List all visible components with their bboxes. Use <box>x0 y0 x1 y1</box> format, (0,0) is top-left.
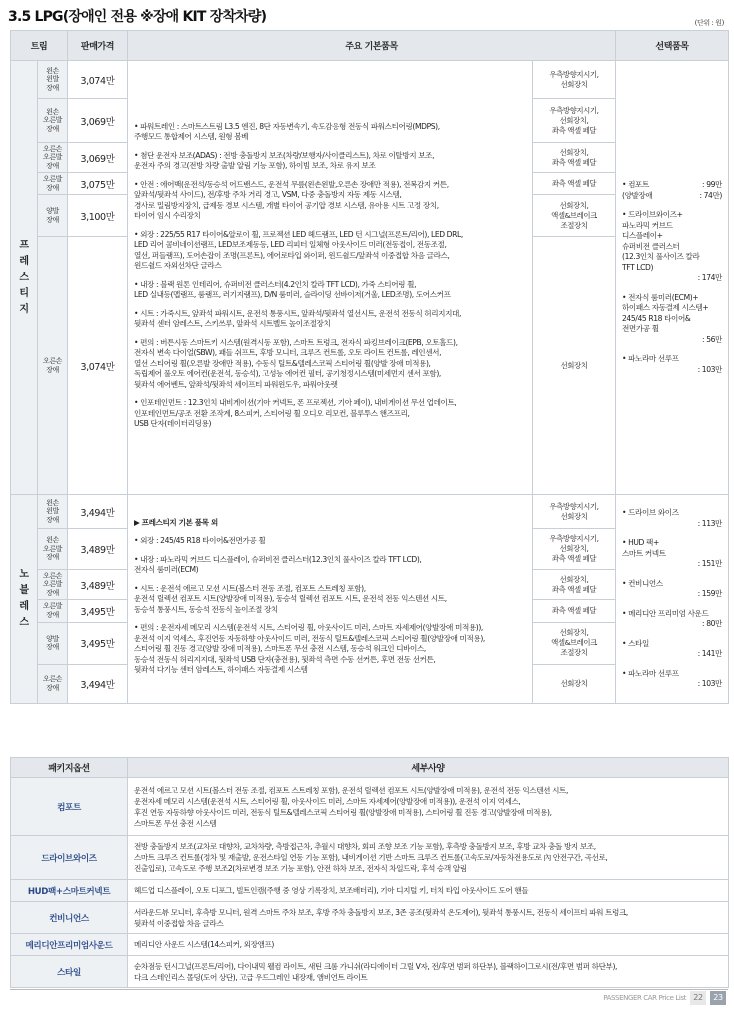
price-value: 3,495만 <box>68 622 128 665</box>
price-value: 3,494만 <box>68 495 128 529</box>
package-name: HUD팩+스마트커넥트 <box>11 880 128 902</box>
select-option-price: : 141만 <box>697 649 722 658</box>
footer <box>603 991 726 1005</box>
select-option-price: : 56만 <box>702 334 722 344</box>
default-option: 선회장치, 좌측 액셀 페달 <box>533 569 616 599</box>
package-detail: 서라운드뷰 모니터, 후측방 모니터, 원격 스마트 주차 보조, 후방 주차 충돌방지 보조, 3존 공조(뒷좌석 온도제어), 뒷좌석 통풍시트, 전동식 세이프티 파워 트렁크, 뒷좌석 이중접합 차음 글라스 <box>128 902 729 934</box>
prestige-select-options <box>616 61 729 495</box>
price-value: 3,495만 <box>68 600 128 622</box>
trim-label: 오른손 오른발 장애 <box>38 569 68 599</box>
trim-label: 양발 장애 <box>38 622 68 665</box>
default-option: 우측방향지시기, 선회장치 <box>533 61 616 99</box>
feature-item: • 안전 : 에어백(운전석/동승석 어드밴스드, 운전석 무릎(왼손왼발,오른손 장애만 적용), 전복감지 커튼, 앞좌석/뒷좌석 사이드), 전/후방 주차 거리 경고, VSM, 다중 충돌방지 자동 제동 시스템, 경사로 밀림방지장치, 급제동 경보 시스템, 개별 타이어 공기압 경보 시스템, 유아용 시트 고정 장치, 타이어 임시 수리장치 <box>134 179 449 220</box>
noblesse-row <box>11 495 729 529</box>
group-char: 노 <box>19 568 29 580</box>
prestige-group-label <box>11 61 38 495</box>
header-package-detail: 세부사양 <box>128 758 729 778</box>
select-option-name: • 컨비니언스 <box>622 578 663 588</box>
page-number-current: 23 <box>710 991 726 1005</box>
select-option-name: • 드라이브와이즈+ 파노라믹 커브드 디스플레이+ 슈퍼비전 클러스터 (12.3인치 풀사이즈 칼라 TFT LCD) <box>622 210 700 272</box>
price-value: 3,074만 <box>68 61 128 99</box>
select-option-name: • 컴포트 <box>622 180 649 189</box>
price-table <box>10 30 729 704</box>
package-row <box>11 880 729 902</box>
feature-item: • 편의 : 버튼시동 스마트키 시스템(원격시동 포함), 스마트 트렁크, 전자식 파킹브레이크(EPB, 오토홀드), 전자식 변속 다이얼(SBW), 패들 쉬프트, 후방 모니터, 크루즈 컨트롤, 오토 라이트 컨트롤, 레인센서, 열선 스티어링 휠(오른발 장애만 적용), 수동식 틸트&텔레스코픽 스티어링 휠(양발 장애 미적용), 독립제어 풀오토 에어컨(운전석, 동승석), 고성능 에어컨 필터, 공기청정시스템(미세먼지 센서 포함), 뒷좌석 에어벤트, 앞좌석/뒷좌석 세이프티 파워윈도우, 파워아웃렛 <box>134 337 458 389</box>
trim-label: 오른손 오른발 장애 <box>38 143 68 173</box>
trim-label: 오른손 장애 <box>38 237 68 495</box>
package-detail: 운전석 에르고 모션 시트(볼스터 전동 조절, 컴포트 스트레칭 포함), 운전석 릴렉션 컴포트 시트(양발장애 미적용), 운전석 전동 익스텐션 시트, 운전자세 메모리 시스템(운전석 시트, 스티어링 휠, 아웃사이드 미러, 스마트 자세제어(양발장애 미적용)), 운전석 이지 억세스, 후진 연동 자동하향 아웃사이드 미러, 전동식 틸트&텔레스코픽 스티어링 휠(양발장애 미적용), 스티어링 휠 진동 경고(양발장애 미적용), 스마트폰 무선 충전 시스템 <box>128 778 729 836</box>
feature-item: • 파워트레인 : 스마트스트림 L3.5 엔진, 8단 자동변속기, 속도감응형 전동식 파워스티어링(MDPS), 주행모드 통합제어 시스템, 원형 봄베 <box>134 121 440 141</box>
price-value: 3,489만 <box>68 569 128 599</box>
prestige-row <box>11 61 729 99</box>
header-package-name: 패키지옵션 <box>11 758 128 778</box>
group-char: 프 <box>19 239 29 251</box>
package-detail: 메리디안 사운드 시스템(14스피커, 외장앰프) <box>128 934 729 956</box>
feature-item: • 첨단 운전자 보조(ADAS) : 전방 충돌방지 보조(차량/보행자/사이클리스트), 차로 이탈방지 보조, 운전자 주의 경고(전방 차량 출발 알림 기능 포함), 하이빔 보조, 차로 유지 보조 <box>134 150 435 170</box>
trim-label: 오른손 장애 <box>38 665 68 703</box>
prestige-section <box>11 61 729 495</box>
group-char: 스 <box>19 271 29 283</box>
prestige-features <box>128 61 533 495</box>
trim-label: 왼손 오른발 장애 <box>38 529 68 569</box>
package-table <box>10 757 729 988</box>
features-heading: ▶ 프레스티지 기본 품목 외 <box>134 517 218 527</box>
select-option-item <box>622 639 722 660</box>
select-option-price: : 151만 <box>697 559 722 568</box>
feature-item: • 인포테인먼트 : 12.3인치 내비게이션(기아 커넥트, 폰 프로젝션, 기아 페이), 내비게이션 무선 업데이트, 인포테인먼트/공조 전환 조작계, 8스피커, 스티어링 휠 오디오 리모컨, 블루투스 핸즈프리, USB 단자(데이터리딩용) <box>134 398 457 428</box>
package-row <box>11 934 729 956</box>
package-row <box>11 956 729 988</box>
price-value: 3,069만 <box>68 143 128 173</box>
default-option: 우측방향지시기, 선회장치 <box>533 495 616 529</box>
package-name: 컨비니언스 <box>11 902 128 934</box>
select-option-price: : 113만 <box>697 518 722 528</box>
select-option-line <box>622 191 722 202</box>
select-option-line <box>622 180 722 191</box>
package-detail: 순차점등 턴시그널(프론트/리어), 다이내믹 웰컴 라이트, 새틴 크롬 가니쉬(라디에이터 그릴 V자, 전/후면 범퍼 하단부), 블랙하이그로시(전/후면 범퍼 하단부), 다크 스테인리스 몰딩(도어 상단), 고급 우드그레인 내장재, 앰비언트 라이트 <box>128 956 729 988</box>
group-char: 티 <box>19 287 29 299</box>
select-option-name: • 파노라마 선루프 <box>622 668 679 678</box>
select-option-item <box>622 538 722 570</box>
trim-label: 양발 장애 <box>38 195 68 237</box>
select-option-item <box>622 609 722 630</box>
noblesse-group-label <box>11 495 38 704</box>
group-char: 레 <box>19 600 29 612</box>
header-price: 판매가격 <box>68 31 128 61</box>
page-title: 3.5 LPG(장애인 전용 ※장애 KIT 장착차량) <box>8 9 267 25</box>
package-name: 메리디안프리미엄사운드 <box>11 934 128 956</box>
select-option-item <box>622 293 722 346</box>
price-value: 3,489만 <box>68 529 128 569</box>
package-row <box>11 836 729 880</box>
select-option-name: • HUD 팩+ 스마트 커넥트 <box>622 538 666 558</box>
header-main-features: 주요 기본품목 <box>128 31 616 61</box>
price-value: 3,100만 <box>68 195 128 237</box>
package-name: 스타일 <box>11 956 128 988</box>
feature-item: • 외장 : 225/55 R17 타이어&알로이 휠, 프로젝션 LED 헤드램프, LED 턴 시그널(프론트/리어), LED DRL, LED 리어 콤비네이션램프, LED보조제동등, LED 리피터 일체형 아웃사이드 미러(전동접이, 전동조절, 열선, 퍼들램프), 도어손잡이 조명(프론트), 에어로타입 와이퍼, 윈드쉴드/앞좌석 이중접합 차음 글라스, 윈드쉴드 자외선차단 글라스 <box>134 229 463 270</box>
select-option-item <box>622 579 722 600</box>
trim-label: 왼손 왼발 장애 <box>38 495 68 529</box>
select-option-price: : 103만 <box>697 364 722 374</box>
package-header-row <box>11 758 729 778</box>
package-row <box>11 778 729 836</box>
select-option-name: • 전자식 룸미러(ECM)+ 하이패스 자동결제 시스템+ 245/45 R18 타이어& 전면가공 휠 <box>622 292 709 333</box>
default-option: 선회장치 <box>533 665 616 703</box>
select-option-price: : 99만 <box>702 180 722 189</box>
select-option-item <box>622 180 722 201</box>
noblesse-features <box>128 495 533 704</box>
select-option-subprice: : 74만) <box>699 190 722 200</box>
group-char: 지 <box>19 303 29 315</box>
default-option: 선회장치, 액셀&브레이크 조절장치 <box>533 195 616 237</box>
package-name: 컴포트 <box>11 778 128 836</box>
select-option-item <box>622 508 722 529</box>
select-option-item <box>622 354 722 375</box>
default-option: 선회장치, 액셀&브레이크 조절장치 <box>533 622 616 665</box>
select-option-price: : 103만 <box>697 679 722 688</box>
footer-text: PASSENGER CAR Price List <box>603 994 686 1002</box>
default-option: 좌측 액셀 페달 <box>533 600 616 622</box>
trim-label: 왼손 오른발 장애 <box>38 99 68 143</box>
feature-item: • 외장 : 245/45 R18 타이어&전면가공 휠 <box>134 536 266 546</box>
price-value: 3,494만 <box>68 665 128 703</box>
default-option: 선회장치 <box>533 237 616 495</box>
trim-label: 왼손 왼발 장애 <box>38 61 68 99</box>
package-row <box>11 902 729 934</box>
group-char: 스 <box>19 616 29 628</box>
feature-item: • 시트 : 운전석 에르고 모션 시트(볼스터 전동 조절, 컴포트 스트레칭 포함), 운전석 릴렉션 컴포트 시트(양발장애 미적용), 동승석 릴렉션 컴포트 시트, 운전석 전동 익스텐션 시트, 동승석 통풍시트, 동승석 전동식 높이조절 장치 <box>134 583 447 614</box>
select-option-name: • 메리디안 프리미엄 사운드 <box>622 608 709 618</box>
package-detail: 헤드업 디스플레이, 오토 디포그, 빌트인캠(주행 중 영상 기록장치, 보조배터리), 기아 디지털 키, 터치 타입 아웃사이드 도어 핸들 <box>128 880 729 902</box>
trim-label: 오른발 장애 <box>38 173 68 195</box>
unit-label: (단위 : 원) <box>694 19 724 27</box>
select-option-sub: (양발장애 <box>622 190 653 200</box>
default-option: 우측방향지시기, 선회장치, 좌측 액셀 페달 <box>533 99 616 143</box>
default-option: 선회장치, 좌측 액셀 페달 <box>533 143 616 173</box>
table-header-row <box>11 31 729 61</box>
select-option-price: : 80만 <box>702 619 722 628</box>
group-char: 블 <box>19 584 29 596</box>
footer-divider <box>10 989 728 990</box>
feature-item: • 내장 : 블랙 원톤 인테리어, 슈퍼비전 클러스터(4.2인치 칼라 TFT LCD), 가죽 스티어링 휠, LED 실내등(맵램프, 룸램프, 러기지램프), D/N 룸미러, 슬라이딩 선바이저(거울, LED조명), 도어스커프 <box>134 279 451 299</box>
select-option-name: • 드라이브 와이즈 <box>622 508 679 517</box>
price-value: 3,075만 <box>68 173 128 195</box>
header-options: 선택품목 <box>616 31 729 61</box>
select-option-price: : 174만 <box>697 273 722 282</box>
select-option-name: • 스타일 <box>622 638 649 648</box>
group-char: 레 <box>19 255 29 267</box>
feature-item: • 편의 : 운전자세 메모리 시스템(운전석 시트, 스티어링 휠, 아웃사이드 미러, 스마트 자세제어(양발장애 미적용)), 운전석 이지 억세스, 후진연동 자동하향 아웃사이드 미러, 전동식 틸트&텔레스코픽 스티어링 휠(양발장애 미적용), 스티어링 휠 진동 경고(양발 장애 미적용), 스마트폰 무선 충전 시스템, 동승석 워크인 디바이스, 동승석 전동식 허리지지대, 뒷좌석 USB 단자(충전용), 뒷좌석 측면 수동 선커튼, 후면 전동 선커튼, 뒷좌석 다기능 센터 암레스트, 하이패스 자동결제 시스템 <box>134 623 485 675</box>
price-value: 3,069만 <box>68 99 128 143</box>
noblesse-section <box>11 495 729 704</box>
price-value: 3,074만 <box>68 237 128 495</box>
package-name: 드라이브와이즈 <box>11 836 128 880</box>
feature-item: • 시트 : 가죽시트, 앞좌석 파워시트, 운전석 통풍시트, 앞좌석/뒷좌석 열선시트, 운전석 전동식 허리지지대, 뒷좌석 센터 암레스트, 스키쓰루, 앞좌석 시트벨트 높이조절장치 <box>134 308 461 328</box>
header-trim: 트림 <box>11 31 68 61</box>
feature-item: • 내장 : 파노라믹 커브드 디스플레이, 슈퍼비전 클러스터(12.3인치 풀사이즈 칼라 TFT LCD), 전자식 룸미러(ECM) <box>134 554 422 575</box>
page-number-prev: 22 <box>690 991 706 1005</box>
package-detail: 전방 충돌방지 보조(교차로 대향차, 교차차량, 측방접근차, 추월시 대향차, 회피 조향 보조 기능 포함), 후측방 충돌방지 보조, 후방 교차 충돌 방지 보조, 스마트 크루즈 컨트롤(정차 및 재출발, 운전스타일 연동 기능 포함), 내비게이션 기반 스마트 크루즈 컨트롤(고속도로/자동차전용도로 內 안전구간, 곡선로, 진출입로), 고속도로 주행 보조2(차로변경 보조 기능 포함), 안전 하차 보조, 전자식 차일드락, 후석 승객 알림 <box>128 836 729 880</box>
select-option-name: • 파노라마 선루프 <box>622 354 679 363</box>
default-option: 우측방향지시기, 선회장치, 좌측 액셀 페달 <box>533 529 616 569</box>
noblesse-select-options <box>616 495 729 704</box>
select-option-item <box>622 669 722 690</box>
default-option: 좌측 액셀 페달 <box>533 173 616 195</box>
select-option-price: : 159만 <box>697 589 722 598</box>
trim-label: 오른발 장애 <box>38 600 68 622</box>
select-option-item <box>622 210 722 284</box>
